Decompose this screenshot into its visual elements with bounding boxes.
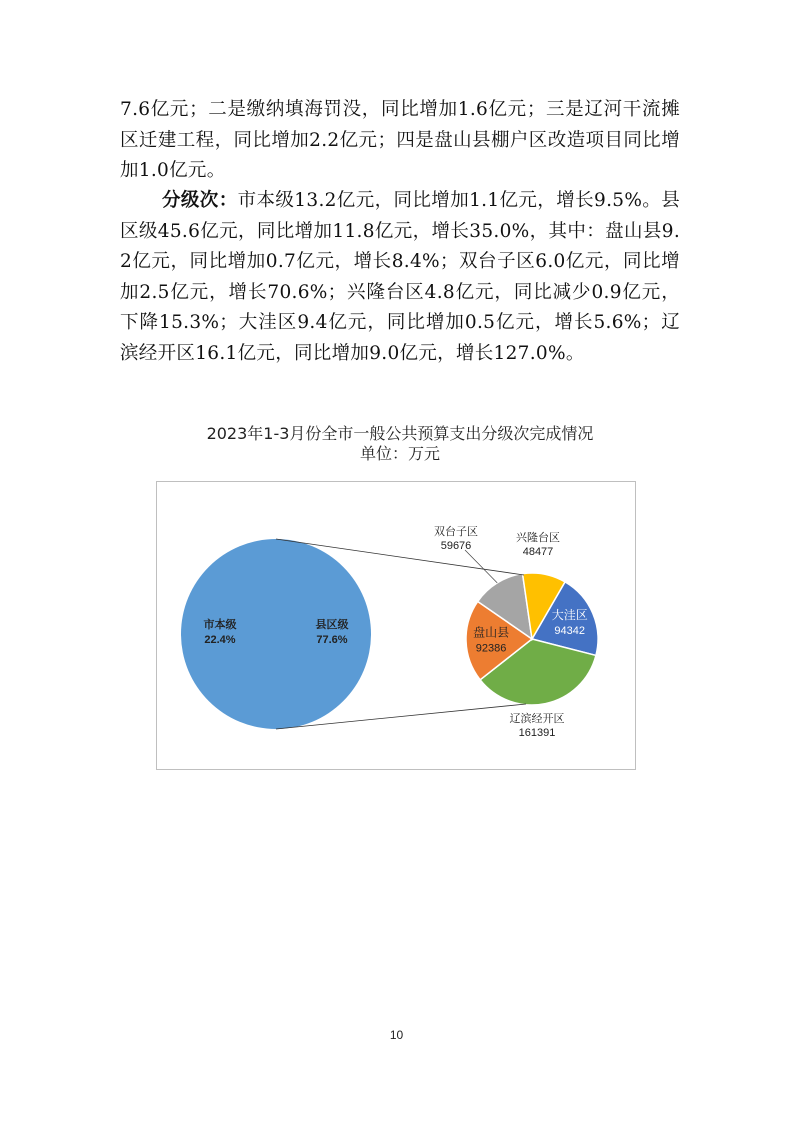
secondary-slice-value: 94342 [554, 625, 586, 638]
secondary-slice-label: 盘山县 [473, 625, 510, 640]
paragraph-text: 市本级13.2亿元，同比增加1.1亿元，增长9.5%。县区级45.6亿元，同比增加11.8亿元，增长35.0%，其中：盘山县9.2亿元，同比增加0.7亿元，增长8.4%；双台子区6.0亿元，同比增加2.5亿元，增长70.6%；兴隆台区4.8亿元，同比减少0.9亿元，下降15.3%；大洼区9.4亿元，同比增加0.5亿元，增长5.6%；辽滨经开区16.1亿元，同比增加9.0亿元，增长127.0%。 [120, 190, 681, 364]
secondary-slice-label: 大洼区 [551, 608, 588, 623]
primary-slice-percent: 22.4% [204, 634, 236, 646]
secondary-slice-value: 59676 [440, 540, 472, 552]
secondary-slice-label: 辽滨经开区 [509, 713, 565, 725]
primary-slice-label: 县区级 [315, 619, 349, 631]
primary-slice-label: 市本级 [203, 619, 237, 631]
page-number: 10 [389, 1028, 404, 1042]
secondary-slice-label: 兴隆台区 [516, 532, 560, 544]
chart-area [156, 481, 636, 770]
paragraph-heading: 分级次： [162, 190, 238, 211]
chart-subtitle: 单位：万元 [359, 444, 440, 463]
chart-title: 2023年1-3月份全市一般公共预算支出分级次完成情况 [206, 424, 594, 443]
body-paragraph-1: 7.6亿元；二是缴纳填海罚没，同比增加1.6亿元；三是辽河干流摊区迁建工程，同比增加2.2亿元；四是盘山县棚户区改造项目同比增加1.0亿元。 [120, 99, 680, 181]
secondary-slice-value: 48477 [522, 546, 554, 558]
secondary-slice-value: 161391 [518, 727, 556, 739]
primary-slice-percent: 77.6% [316, 634, 348, 646]
body-paragraph-2 [120, 186, 680, 369]
secondary-slice-value: 92386 [475, 642, 507, 655]
pie-of-pie-chart [157, 482, 635, 769]
secondary-slice-label: 双台子区 [434, 526, 478, 538]
leader-line [465, 550, 497, 583]
